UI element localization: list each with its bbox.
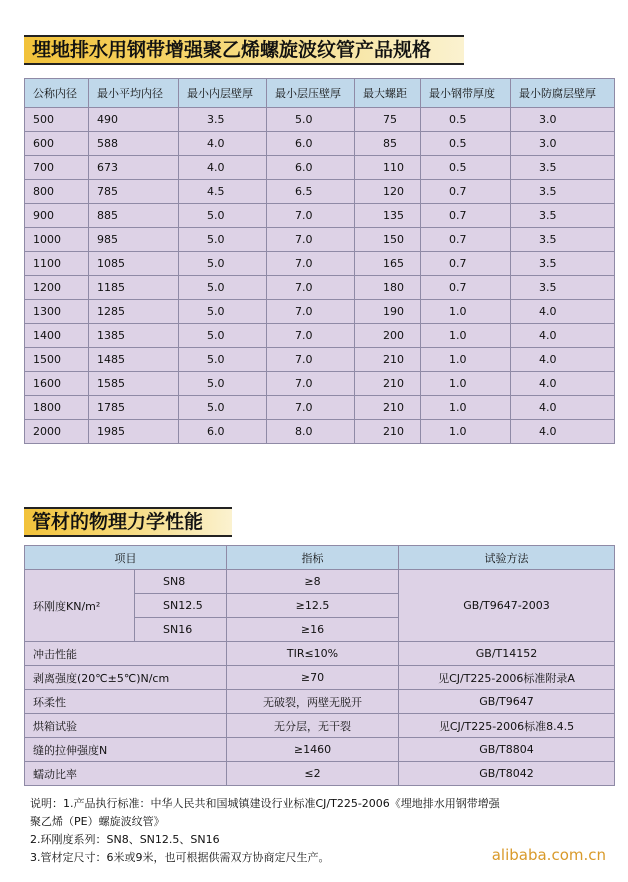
spec-cell: 1.0 [421,348,511,372]
property-index: ≥70 [227,666,399,690]
spec-cell: 3.5 [511,204,615,228]
spec-cell: 1800 [25,396,89,420]
property-method: 见CJ/T225-2006标准附录A [399,666,615,690]
spec-row [25,156,615,180]
ring-stiffness-method: GB/T9647-2003 [399,570,615,642]
property-item: 环柔性 [25,690,227,714]
spec-cell: 5.0 [179,348,267,372]
spec-cell: 5.0 [179,324,267,348]
spec-section-title: 埋地排水用钢带增强聚乙烯螺旋波纹管产品规格 [24,35,464,65]
spec-cell: 600 [25,132,89,156]
spec-cell: 1385 [89,324,179,348]
property-row [25,738,615,762]
spec-cell: 4.0 [511,348,615,372]
spec-cell: 0.7 [421,252,511,276]
spec-cell: 0.5 [421,108,511,132]
spec-row [25,132,615,156]
spec-cell: 7.0 [267,324,355,348]
spec-cell: 4.0 [511,396,615,420]
spec-cell: 0.5 [421,156,511,180]
spec-cell: 7.0 [267,276,355,300]
spec-cell: 1300 [25,300,89,324]
spec-cell: 900 [25,204,89,228]
spec-cell: 1485 [89,348,179,372]
spec-cell: 4.5 [179,180,267,204]
spec-cell: 500 [25,108,89,132]
spec-column-header: 最小内层壁厚 [179,79,267,108]
spec-cell: 3.5 [511,156,615,180]
spec-cell: 3.5 [511,252,615,276]
spec-cell: 5.0 [179,396,267,420]
property-method: GB/T14152 [399,642,615,666]
property-item: 蠕动比率 [25,762,227,786]
spec-cell: 1285 [89,300,179,324]
ring-stiffness-row [25,570,615,594]
spec-row [25,348,615,372]
spec-cell: 120 [355,180,421,204]
spec-row [25,300,615,324]
spec-cell: 7.0 [267,396,355,420]
property-method: GB/T8042 [399,762,615,786]
property-item: 剥离强度(20℃±5℃)N/cm [25,666,227,690]
spec-row [25,228,615,252]
property-row [25,690,615,714]
props-header-method: 试验方法 [399,546,615,570]
spec-cell: 110 [355,156,421,180]
spec-cell: 1.0 [421,396,511,420]
spec-cell: 700 [25,156,89,180]
property-row [25,666,615,690]
spec-cell: 800 [25,180,89,204]
ring-grade: SN12.5 [135,594,227,618]
spec-cell: 1600 [25,372,89,396]
property-row [25,714,615,738]
spec-cell: 210 [355,372,421,396]
spec-cell: 150 [355,228,421,252]
spec-table [24,78,615,444]
props-table [24,545,615,786]
props-body [25,570,615,786]
spec-cell: 3.5 [511,180,615,204]
property-index: TIR≤10% [227,642,399,666]
spec-column-header: 最小平均内径 [89,79,179,108]
note-line: 聚乙烯（PE）螺旋波纹管》 [30,815,165,828]
spec-row [25,204,615,228]
spec-cell: 200 [355,324,421,348]
spec-cell: 3.0 [511,108,615,132]
spec-cell: 1585 [89,372,179,396]
props-section-title: 管材的物理力学性能 [24,507,232,537]
spec-row [25,324,615,348]
spec-cell: 1.0 [421,324,511,348]
spec-cell: 5.0 [267,108,355,132]
property-item: 缝的拉伸强度N [25,738,227,762]
props-header-row [25,546,615,570]
spec-cell: 210 [355,420,421,444]
spec-cell: 588 [89,132,179,156]
spec-cell: 1000 [25,228,89,252]
spec-column-header: 最小防腐层壁厚 [511,79,615,108]
spec-body [25,108,615,444]
spec-cell: 5.0 [179,204,267,228]
spec-row [25,108,615,132]
spec-cell: 885 [89,204,179,228]
property-index: ≤2 [227,762,399,786]
note-line: 说明：1.产品执行标准：中华人民共和国城镇建设行业标准CJ/T225-2006《埋地排水用钢带增强 [30,797,500,810]
spec-cell: 190 [355,300,421,324]
spec-cell: 7.0 [267,348,355,372]
spec-cell: 5.0 [179,228,267,252]
property-method: 见CJ/T225-2006标准8.4.5 [399,714,615,738]
spec-cell: 4.0 [511,372,615,396]
spec-cell: 6.0 [267,156,355,180]
spec-cell: 1100 [25,252,89,276]
spec-cell: 3.5 [511,228,615,252]
spec-column-header: 最小钢带厚度 [421,79,511,108]
spec-cell: 4.0 [511,324,615,348]
spec-cell: 1.0 [421,372,511,396]
property-method: GB/T8804 [399,738,615,762]
note-line: 3.管材定尺寸：6米或9米，也可根据供需双方协商定尺生产。 [30,851,330,864]
spec-cell: 0.7 [421,204,511,228]
spec-cell: 1.0 [421,300,511,324]
spec-cell: 4.0 [179,132,267,156]
spec-cell: 7.0 [267,372,355,396]
spec-cell: 1.0 [421,420,511,444]
ring-stiffness-label: 环刚度KN/m² [25,570,135,642]
ring-grade-value: ≥16 [227,618,399,642]
spec-cell: 3.5 [179,108,267,132]
spec-cell: 0.7 [421,180,511,204]
spec-cell: 0.7 [421,276,511,300]
spec-cell: 5.0 [179,300,267,324]
spec-row [25,372,615,396]
props-header-item: 项目 [25,546,227,570]
spec-cell: 1200 [25,276,89,300]
spec-row [25,252,615,276]
spec-cell: 490 [89,108,179,132]
spec-cell: 135 [355,204,421,228]
spec-row [25,276,615,300]
property-index: 无破裂，两壁无脱开 [227,690,399,714]
spec-cell: 4.0 [511,300,615,324]
spec-header-row [25,79,615,108]
spec-cell: 6.0 [179,420,267,444]
watermark: alibaba.com.cn [491,846,606,864]
spec-cell: 785 [89,180,179,204]
spec-cell: 165 [355,252,421,276]
spec-cell: 210 [355,348,421,372]
spec-cell: 4.0 [511,420,615,444]
ring-grade-value: ≥8 [227,570,399,594]
spec-cell: 1185 [89,276,179,300]
spec-cell: 7.0 [267,204,355,228]
spec-cell: 7.0 [267,228,355,252]
spec-cell: 7.0 [267,252,355,276]
spec-cell: 5.0 [179,276,267,300]
ring-grade: SN8 [135,570,227,594]
property-index: ≥1460 [227,738,399,762]
property-method: GB/T9647 [399,690,615,714]
spec-cell: 6.5 [267,180,355,204]
spec-cell: 1985 [89,420,179,444]
property-row [25,762,615,786]
property-row [25,642,615,666]
spec-cell: 1085 [89,252,179,276]
spec-row [25,180,615,204]
spec-cell: 0.7 [421,228,511,252]
spec-cell: 3.5 [511,276,615,300]
property-item: 烘箱试验 [25,714,227,738]
spec-cell: 2000 [25,420,89,444]
property-item: 冲击性能 [25,642,227,666]
spec-column-header: 公称内径 [25,79,89,108]
spec-cell: 1785 [89,396,179,420]
spec-cell: 7.0 [267,300,355,324]
note-line: 2.环刚度系列：SN8、SN12.5、SN16 [30,833,220,846]
spec-column-header: 最小层压壁厚 [267,79,355,108]
spec-cell: 8.0 [267,420,355,444]
spec-cell: 0.5 [421,132,511,156]
spec-cell: 5.0 [179,372,267,396]
spec-column-header: 最大螺距 [355,79,421,108]
spec-cell: 210 [355,396,421,420]
property-index: 无分层，无干裂 [227,714,399,738]
spec-cell: 75 [355,108,421,132]
ring-grade: SN16 [135,618,227,642]
spec-cell: 6.0 [267,132,355,156]
spec-cell: 180 [355,276,421,300]
props-header-index: 指标 [227,546,399,570]
spec-cell: 85 [355,132,421,156]
spec-cell: 4.0 [179,156,267,180]
spec-row [25,420,615,444]
spec-cell: 5.0 [179,252,267,276]
spec-cell: 3.0 [511,132,615,156]
spec-cell: 1500 [25,348,89,372]
spec-cell: 1400 [25,324,89,348]
spec-row [25,396,615,420]
spec-cell: 985 [89,228,179,252]
ring-grade-value: ≥12.5 [227,594,399,618]
spec-cell: 673 [89,156,179,180]
